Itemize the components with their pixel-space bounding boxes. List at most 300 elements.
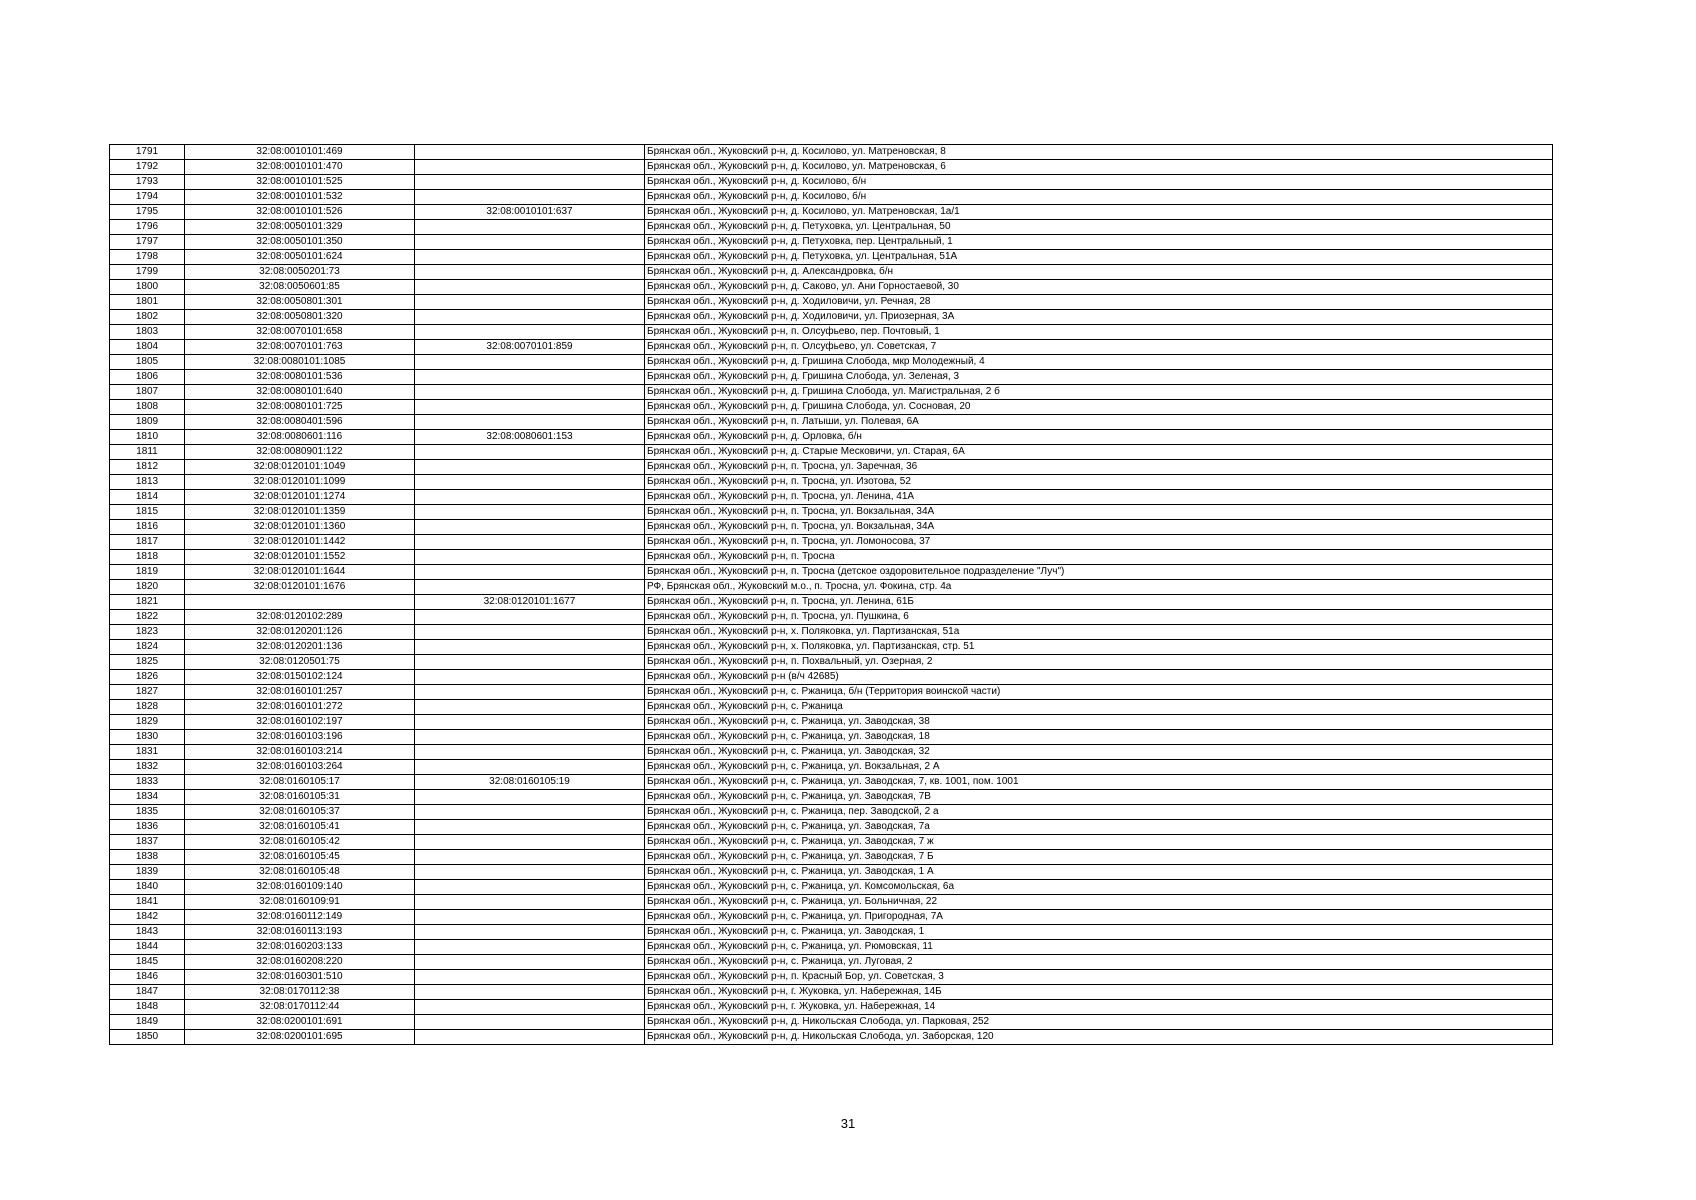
- related-cadastral-number-cell: [415, 655, 645, 670]
- related-cadastral-number-cell: [415, 985, 645, 1000]
- row-number-cell: 1792: [110, 160, 185, 175]
- address-cell: Брянская обл., Жуковский р-н, д. Гришина Слобода, ул. Сосновая, 20: [645, 400, 1553, 415]
- address-cell: Брянская обл., Жуковский р-н, д. Ходиловичи, ул. Приозерная, 3А: [645, 310, 1553, 325]
- related-cadastral-number-cell: [415, 700, 645, 715]
- registry-table-body: [110, 145, 1553, 1045]
- cadastral-number-cell: 32:08:0160105:17: [185, 775, 415, 790]
- table-row: [110, 355, 1553, 370]
- address-cell: Брянская обл., Жуковский р-н, п. Тросна, ул. Пушкина, 6: [645, 610, 1553, 625]
- address-cell: Брянская обл., Жуковский р-н, с. Ржаница, ул. Заводская, 7а: [645, 820, 1553, 835]
- address-cell: Брянская обл., Жуковский р-н, с. Ржаница, ул. Вокзальная, 2 А: [645, 760, 1553, 775]
- address-cell: Брянская обл., Жуковский р-н, г. Жуковка, ул. Набережная, 14Б: [645, 985, 1553, 1000]
- related-cadastral-number-cell: [415, 895, 645, 910]
- related-cadastral-number-cell: [415, 1000, 645, 1015]
- address-cell: Брянская обл., Жуковский р-н, с. Ржаница, ул. Заводская, 32: [645, 745, 1553, 760]
- related-cadastral-number-cell: 32:08:0070101:859: [415, 340, 645, 355]
- table-row: [110, 760, 1553, 775]
- address-cell: Брянская обл., Жуковский р-н, д. Саково, ул. Ани Горностаевой, 30: [645, 280, 1553, 295]
- table-row: [110, 325, 1553, 340]
- row-number-cell: 1826: [110, 670, 185, 685]
- address-cell: Брянская обл., Жуковский р-н, с. Ржаница, ул. Заводская, 7 ж: [645, 835, 1553, 850]
- cadastral-number-cell: 32:08:0080101:725: [185, 400, 415, 415]
- cadastral-number-cell: 32:08:0050801:320: [185, 310, 415, 325]
- cadastral-number-cell: 32:08:0050101:624: [185, 250, 415, 265]
- cadastral-number-cell: 32:08:0160105:31: [185, 790, 415, 805]
- table-row: [110, 850, 1553, 865]
- row-number-cell: 1799: [110, 265, 185, 280]
- row-number-cell: 1846: [110, 970, 185, 985]
- cadastral-number-cell: 32:08:0160105:42: [185, 835, 415, 850]
- table-row: [110, 835, 1553, 850]
- address-cell: Брянская обл., Жуковский р-н, д. Косилово, ул. Матреновская, 8: [645, 145, 1553, 160]
- row-number-cell: 1840: [110, 880, 185, 895]
- address-cell: Брянская обл., Жуковский р-н, п. Тросна, ул. Ленина, 61Б: [645, 595, 1553, 610]
- related-cadastral-number-cell: [415, 730, 645, 745]
- related-cadastral-number-cell: [415, 625, 645, 640]
- row-number-cell: 1805: [110, 355, 185, 370]
- row-number-cell: 1843: [110, 925, 185, 940]
- address-cell: Брянская обл., Жуковский р-н, с. Ржаница, ул. Пригородная, 7А: [645, 910, 1553, 925]
- page-number: 31: [840, 1116, 856, 1131]
- table-row: [110, 295, 1553, 310]
- table-row: [110, 460, 1553, 475]
- address-cell: Брянская обл., Жуковский р-н, п. Тросна (детское оздоровительное подразделение "Луч"): [645, 565, 1553, 580]
- cadastral-number-cell: 32:08:0120201:136: [185, 640, 415, 655]
- related-cadastral-number-cell: [415, 550, 645, 565]
- cadastral-number-cell: 32:08:0080101:640: [185, 385, 415, 400]
- related-cadastral-number-cell: [415, 805, 645, 820]
- row-number-cell: 1791: [110, 145, 185, 160]
- row-number-cell: 1836: [110, 820, 185, 835]
- related-cadastral-number-cell: [415, 445, 645, 460]
- cadastral-number-cell: 32:08:0070101:658: [185, 325, 415, 340]
- address-cell: Брянская обл., Жуковский р-н, д. Александровка, б/н: [645, 265, 1553, 280]
- table-row: [110, 250, 1553, 265]
- table-row: [110, 985, 1553, 1000]
- row-number-cell: 1814: [110, 490, 185, 505]
- related-cadastral-number-cell: [415, 865, 645, 880]
- address-cell: Брянская обл., Жуковский р-н, д. Гришина Слобода, мкр Молодежный, 4: [645, 355, 1553, 370]
- address-cell: Брянская обл., Жуковский р-н, п. Похвальный, ул. Озерная, 2: [645, 655, 1553, 670]
- address-cell: Брянская обл., Жуковский р-н, п. Тросна, ул. Ленина, 41А: [645, 490, 1553, 505]
- row-number-cell: 1819: [110, 565, 185, 580]
- row-number-cell: 1849: [110, 1015, 185, 1030]
- related-cadastral-number-cell: [415, 910, 645, 925]
- row-number-cell: 1808: [110, 400, 185, 415]
- cadastral-number-cell: 32:08:0170112:44: [185, 1000, 415, 1015]
- row-number-cell: 1802: [110, 310, 185, 325]
- row-number-cell: 1807: [110, 385, 185, 400]
- related-cadastral-number-cell: [415, 535, 645, 550]
- related-cadastral-number-cell: [415, 850, 645, 865]
- address-cell: Брянская обл., Жуковский р-н, д. Гришина Слобода, ул. Зеленая, 3: [645, 370, 1553, 385]
- row-number-cell: 1833: [110, 775, 185, 790]
- row-number-cell: 1828: [110, 700, 185, 715]
- address-cell: Брянская обл., Жуковский р-н, с. Ржаница, пер. Заводской, 2 а: [645, 805, 1553, 820]
- address-cell: Брянская обл., Жуковский р-н, с. Ржаница, ул. Больничная, 22: [645, 895, 1553, 910]
- table-row: [110, 805, 1553, 820]
- address-cell: Брянская обл., Жуковский р-н (в/ч 42685): [645, 670, 1553, 685]
- table-row: [110, 235, 1553, 250]
- cadastral-number-cell: 32:08:0050601:85: [185, 280, 415, 295]
- address-cell: РФ, Брянская обл., Жуковский м.о., п. Тросна, ул. Фокина, стр. 4а: [645, 580, 1553, 595]
- address-cell: Брянская обл., Жуковский р-н, с. Ржаница: [645, 700, 1553, 715]
- address-cell: Брянская обл., Жуковский р-н, г. Жуковка, ул. Набережная, 14: [645, 1000, 1553, 1015]
- cadastral-number-cell: 32:08:0160105:45: [185, 850, 415, 865]
- address-cell: Брянская обл., Жуковский р-н, с. Ржаница, ул. Комсомольская, 6а: [645, 880, 1553, 895]
- address-cell: Брянская обл., Жуковский р-н, д. Косилово, б/н: [645, 190, 1553, 205]
- related-cadastral-number-cell: [415, 175, 645, 190]
- table-row: [110, 1030, 1553, 1045]
- table-row: [110, 640, 1553, 655]
- row-number-cell: 1850: [110, 1030, 185, 1045]
- table-row: [110, 565, 1553, 580]
- related-cadastral-number-cell: [415, 745, 645, 760]
- cadastral-number-cell: 32:08:0080101:536: [185, 370, 415, 385]
- table-row: [110, 655, 1553, 670]
- address-cell: Брянская обл., Жуковский р-н, д. Орловка, б/н: [645, 430, 1553, 445]
- cadastral-number-cell: 32:08:0160101:272: [185, 700, 415, 715]
- row-number-cell: 1841: [110, 895, 185, 910]
- address-cell: Брянская обл., Жуковский р-н, с. Ржаница, ул. Заводская, 1 А: [645, 865, 1553, 880]
- related-cadastral-number-cell: 32:08:0120101:1677: [415, 595, 645, 610]
- cadastral-number-cell: 32:08:0160103:264: [185, 760, 415, 775]
- table-row: [110, 175, 1553, 190]
- address-cell: Брянская обл., Жуковский р-н, х. Поляковка, ул. Партизанская, 51а: [645, 625, 1553, 640]
- table-row: [110, 955, 1553, 970]
- related-cadastral-number-cell: [415, 610, 645, 625]
- related-cadastral-number-cell: [415, 790, 645, 805]
- address-cell: Брянская обл., Жуковский р-н, с. Ржаница, б/н (Территория воинской части): [645, 685, 1553, 700]
- address-cell: Брянская обл., Жуковский р-н, п. Олсуфьево, пер. Почтовый, 1: [645, 325, 1553, 340]
- cadastral-number-cell: 32:08:0150102:124: [185, 670, 415, 685]
- address-cell: Брянская обл., Жуковский р-н, с. Ржаница, ул. Заводская, 1: [645, 925, 1553, 940]
- address-cell: Брянская обл., Жуковский р-н, с. Ржаница, ул. Луговая, 2: [645, 955, 1553, 970]
- address-cell: Брянская обл., Жуковский р-н, с. Ржаница, ул. Заводская, 38: [645, 715, 1553, 730]
- table-row: [110, 970, 1553, 985]
- table-row: [110, 160, 1553, 175]
- table-row: [110, 505, 1553, 520]
- cadastral-number-cell: [185, 595, 415, 610]
- row-number-cell: 1848: [110, 1000, 185, 1015]
- address-cell: Брянская обл., Жуковский р-н, д. Старые Месковичи, ул. Старая, 6А: [645, 445, 1553, 460]
- cadastral-number-cell: 32:08:0010101:526: [185, 205, 415, 220]
- cadastral-number-cell: 32:08:0160102:197: [185, 715, 415, 730]
- address-cell: Брянская обл., Жуковский р-н, д. Ходиловичи, ул. Речная, 28: [645, 295, 1553, 310]
- table-row: [110, 610, 1553, 625]
- cadastral-number-cell: 32:08:0160105:37: [185, 805, 415, 820]
- row-number-cell: 1825: [110, 655, 185, 670]
- address-cell: Брянская обл., Жуковский р-н, д. Петуховка, ул. Центральная, 50: [645, 220, 1553, 235]
- address-cell: Брянская обл., Жуковский р-н, д. Никольская Слобода, ул. Парковая, 252: [645, 1015, 1553, 1030]
- table-row: [110, 940, 1553, 955]
- row-number-cell: 1834: [110, 790, 185, 805]
- address-cell: Брянская обл., Жуковский р-н, п. Латыши, ул. Полевая, 6А: [645, 415, 1553, 430]
- table-row: [110, 445, 1553, 460]
- related-cadastral-number-cell: [415, 760, 645, 775]
- cadastral-number-cell: 32:08:0010101:532: [185, 190, 415, 205]
- related-cadastral-number-cell: [415, 715, 645, 730]
- related-cadastral-number-cell: [415, 820, 645, 835]
- table-row: [110, 400, 1553, 415]
- related-cadastral-number-cell: [415, 415, 645, 430]
- row-number-cell: 1823: [110, 625, 185, 640]
- cadastral-number-cell: 32:08:0010101:469: [185, 145, 415, 160]
- row-number-cell: 1794: [110, 190, 185, 205]
- related-cadastral-number-cell: [415, 400, 645, 415]
- address-cell: Брянская обл., Жуковский р-н, с. Ржаница, ул. Заводская, 7В: [645, 790, 1553, 805]
- address-cell: Брянская обл., Жуковский р-н, п. Тросна, ул. Заречная, 36: [645, 460, 1553, 475]
- cadastral-number-cell: 32:08:0120101:1049: [185, 460, 415, 475]
- related-cadastral-number-cell: [415, 970, 645, 985]
- row-number-cell: 1829: [110, 715, 185, 730]
- related-cadastral-number-cell: [415, 955, 645, 970]
- table-row: [110, 220, 1553, 235]
- row-number-cell: 1811: [110, 445, 185, 460]
- cadastral-number-cell: 32:08:0010101:470: [185, 160, 415, 175]
- related-cadastral-number-cell: [415, 925, 645, 940]
- related-cadastral-number-cell: [415, 670, 645, 685]
- table-row: [110, 490, 1553, 505]
- row-number-cell: 1813: [110, 475, 185, 490]
- related-cadastral-number-cell: [415, 250, 645, 265]
- row-number-cell: 1806: [110, 370, 185, 385]
- table-row: [110, 535, 1553, 550]
- cadastral-number-cell: 32:08:0080601:116: [185, 430, 415, 445]
- table-row: [110, 790, 1553, 805]
- related-cadastral-number-cell: 32:08:0010101:637: [415, 205, 645, 220]
- cadastral-number-cell: 32:08:0070101:763: [185, 340, 415, 355]
- cadastral-number-cell: 32:08:0120101:1644: [185, 565, 415, 580]
- cadastral-number-cell: 32:08:0120101:1442: [185, 535, 415, 550]
- cadastral-number-cell: 32:08:0160101:257: [185, 685, 415, 700]
- table-row: [110, 895, 1553, 910]
- address-cell: Брянская обл., Жуковский р-н, д. Гришина Слобода, ул. Магистральная, 2 б: [645, 385, 1553, 400]
- row-number-cell: 1847: [110, 985, 185, 1000]
- table-row: [110, 205, 1553, 220]
- related-cadastral-number-cell: [415, 565, 645, 580]
- related-cadastral-number-cell: [415, 460, 645, 475]
- cadastral-number-cell: 32:08:0050801:301: [185, 295, 415, 310]
- row-number-cell: 1827: [110, 685, 185, 700]
- row-number-cell: 1816: [110, 520, 185, 535]
- address-cell: Брянская обл., Жуковский р-н, д. Косилово, б/н: [645, 175, 1553, 190]
- related-cadastral-number-cell: [415, 235, 645, 250]
- row-number-cell: 1804: [110, 340, 185, 355]
- table-row: [110, 340, 1553, 355]
- row-number-cell: 1837: [110, 835, 185, 850]
- related-cadastral-number-cell: [415, 475, 645, 490]
- table-row: [110, 625, 1553, 640]
- table-row: [110, 1000, 1553, 1015]
- table-row: [110, 880, 1553, 895]
- cadastral-number-cell: 32:08:0160203:133: [185, 940, 415, 955]
- related-cadastral-number-cell: [415, 355, 645, 370]
- address-cell: Брянская обл., Жуковский р-н, с. Ржаница, ул. Заводская, 7 Б: [645, 850, 1553, 865]
- table-row: [110, 190, 1553, 205]
- related-cadastral-number-cell: 32:08:0160105:19: [415, 775, 645, 790]
- table-row: [110, 730, 1553, 745]
- row-number-cell: 1818: [110, 550, 185, 565]
- cadastral-number-cell: 32:08:0160113:193: [185, 925, 415, 940]
- address-cell: Брянская обл., Жуковский р-н, д. Косилово, ул. Матреновская, 6: [645, 160, 1553, 175]
- table-row: [110, 415, 1553, 430]
- cadastral-number-cell: 32:08:0160105:48: [185, 865, 415, 880]
- related-cadastral-number-cell: [415, 1015, 645, 1030]
- row-number-cell: 1801: [110, 295, 185, 310]
- related-cadastral-number-cell: [415, 310, 645, 325]
- cadastral-number-cell: 32:08:0200101:691: [185, 1015, 415, 1030]
- cadastral-number-cell: 32:08:0120501:75: [185, 655, 415, 670]
- table-row: [110, 925, 1553, 940]
- cadastral-number-cell: 32:08:0050201:73: [185, 265, 415, 280]
- cadastral-number-cell: 32:08:0080401:596: [185, 415, 415, 430]
- table-row: [110, 550, 1553, 565]
- row-number-cell: 1832: [110, 760, 185, 775]
- table-row: [110, 685, 1553, 700]
- cadastral-number-cell: 32:08:0160112:149: [185, 910, 415, 925]
- address-cell: Брянская обл., Жуковский р-н, с. Ржаница, ул. Рюмовская, 11: [645, 940, 1553, 955]
- cadastral-number-cell: 32:08:0050101:329: [185, 220, 415, 235]
- row-number-cell: 1842: [110, 910, 185, 925]
- row-number-cell: 1845: [110, 955, 185, 970]
- row-number-cell: 1810: [110, 430, 185, 445]
- cadastral-number-cell: 32:08:0010101:525: [185, 175, 415, 190]
- related-cadastral-number-cell: [415, 1030, 645, 1045]
- related-cadastral-number-cell: [415, 370, 645, 385]
- cadastral-number-cell: 32:08:0160103:196: [185, 730, 415, 745]
- table-row: [110, 865, 1553, 880]
- table-row: [110, 385, 1553, 400]
- related-cadastral-number-cell: [415, 220, 645, 235]
- cadastral-number-cell: 32:08:0160105:41: [185, 820, 415, 835]
- address-cell: Брянская обл., Жуковский р-н, п. Тросна, ул. Вокзальная, 34А: [645, 505, 1553, 520]
- related-cadastral-number-cell: [415, 280, 645, 295]
- cadastral-number-cell: 32:08:0160109:140: [185, 880, 415, 895]
- row-number-cell: 1821: [110, 595, 185, 610]
- row-number-cell: 1824: [110, 640, 185, 655]
- address-cell: Брянская обл., Жуковский р-н, с. Ржаница, ул. Заводская, 18: [645, 730, 1553, 745]
- address-cell: Брянская обл., Жуковский р-н, п. Красный Бор, ул. Советская, 3: [645, 970, 1553, 985]
- cadastral-number-cell: 32:08:0050101:350: [185, 235, 415, 250]
- cadastral-number-cell: 32:08:0080101:1085: [185, 355, 415, 370]
- table-row: [110, 430, 1553, 445]
- row-number-cell: 1793: [110, 175, 185, 190]
- row-number-cell: 1797: [110, 235, 185, 250]
- address-cell: Брянская обл., Жуковский р-н, п. Тросна, ул. Ломоносова, 37: [645, 535, 1553, 550]
- related-cadastral-number-cell: [415, 640, 645, 655]
- table-row: [110, 310, 1553, 325]
- address-cell: Брянская обл., Жуковский р-н, п. Тросна, ул. Вокзальная, 34А: [645, 520, 1553, 535]
- related-cadastral-number-cell: [415, 160, 645, 175]
- table-row: [110, 910, 1553, 925]
- cadastral-number-cell: 32:08:0080901:122: [185, 445, 415, 460]
- cadastral-number-cell: 32:08:0170112:38: [185, 985, 415, 1000]
- table-row: [110, 820, 1553, 835]
- related-cadastral-number-cell: [415, 880, 645, 895]
- address-cell: Брянская обл., Жуковский р-н, с. Ржаница, ул. Заводская, 7, кв. 1001, пом. 1001: [645, 775, 1553, 790]
- cadastral-number-cell: 32:08:0120102:289: [185, 610, 415, 625]
- address-cell: Брянская обл., Жуковский р-н, д. Петуховка, пер. Центральный, 1: [645, 235, 1553, 250]
- row-number-cell: 1798: [110, 250, 185, 265]
- related-cadastral-number-cell: [415, 295, 645, 310]
- address-cell: Брянская обл., Жуковский р-н, д. Никольская Слобода, ул. Заборская, 120: [645, 1030, 1553, 1045]
- address-cell: Брянская обл., Жуковский р-н, х. Поляковка, ул. Партизанская, стр. 51: [645, 640, 1553, 655]
- table-row: [110, 595, 1553, 610]
- related-cadastral-number-cell: [415, 490, 645, 505]
- cadastral-number-cell: 32:08:0120201:126: [185, 625, 415, 640]
- table-row: [110, 145, 1553, 160]
- cadastral-number-cell: 32:08:0120101:1359: [185, 505, 415, 520]
- table-row: [110, 280, 1553, 295]
- row-number-cell: 1795: [110, 205, 185, 220]
- related-cadastral-number-cell: [415, 685, 645, 700]
- cadastral-number-cell: 32:08:0120101:1099: [185, 475, 415, 490]
- address-cell: Брянская обл., Жуковский р-н, д. Косилово, ул. Матреновская, 1а/1: [645, 205, 1553, 220]
- cadastral-number-cell: 32:08:0120101:1552: [185, 550, 415, 565]
- row-number-cell: 1812: [110, 460, 185, 475]
- row-number-cell: 1831: [110, 745, 185, 760]
- cadastral-number-cell: 32:08:0160103:214: [185, 745, 415, 760]
- related-cadastral-number-cell: [415, 520, 645, 535]
- cadastral-number-cell: 32:08:0160208:220: [185, 955, 415, 970]
- row-number-cell: 1822: [110, 610, 185, 625]
- row-number-cell: 1844: [110, 940, 185, 955]
- cadastral-number-cell: 32:08:0120101:1676: [185, 580, 415, 595]
- cadastral-number-cell: 32:08:0200101:695: [185, 1030, 415, 1045]
- related-cadastral-number-cell: [415, 325, 645, 340]
- cadastral-number-cell: 32:08:0120101:1360: [185, 520, 415, 535]
- row-number-cell: 1800: [110, 280, 185, 295]
- table-row: [110, 700, 1553, 715]
- registry-table: [109, 144, 1553, 1045]
- related-cadastral-number-cell: [415, 835, 645, 850]
- related-cadastral-number-cell: [415, 580, 645, 595]
- cadastral-number-cell: 32:08:0120101:1274: [185, 490, 415, 505]
- address-cell: Брянская обл., Жуковский р-н, п. Олсуфьево, ул. Советская, 7: [645, 340, 1553, 355]
- cadastral-number-cell: 32:08:0160301:510: [185, 970, 415, 985]
- table-row: [110, 775, 1553, 790]
- table-row: [110, 715, 1553, 730]
- table-row: [110, 370, 1553, 385]
- table-row: [110, 475, 1553, 490]
- row-number-cell: 1830: [110, 730, 185, 745]
- address-cell: Брянская обл., Жуковский р-н, п. Тросна, ул. Изотова, 52: [645, 475, 1553, 490]
- table-row: [110, 520, 1553, 535]
- related-cadastral-number-cell: [415, 385, 645, 400]
- related-cadastral-number-cell: [415, 145, 645, 160]
- row-number-cell: 1796: [110, 220, 185, 235]
- related-cadastral-number-cell: [415, 190, 645, 205]
- row-number-cell: 1815: [110, 505, 185, 520]
- table-row: [110, 670, 1553, 685]
- row-number-cell: 1839: [110, 865, 185, 880]
- table-row: [110, 1015, 1553, 1030]
- cadastral-number-cell: 32:08:0160109:91: [185, 895, 415, 910]
- row-number-cell: 1838: [110, 850, 185, 865]
- row-number-cell: 1835: [110, 805, 185, 820]
- row-number-cell: 1820: [110, 580, 185, 595]
- table-row: [110, 265, 1553, 280]
- related-cadastral-number-cell: [415, 265, 645, 280]
- table-row: [110, 580, 1553, 595]
- address-cell: Брянская обл., Жуковский р-н, п. Тросна: [645, 550, 1553, 565]
- row-number-cell: 1803: [110, 325, 185, 340]
- related-cadastral-number-cell: 32:08:0080601:153: [415, 430, 645, 445]
- address-cell: Брянская обл., Жуковский р-н, д. Петуховка, ул. Центральная, 51А: [645, 250, 1553, 265]
- row-number-cell: 1817: [110, 535, 185, 550]
- row-number-cell: 1809: [110, 415, 185, 430]
